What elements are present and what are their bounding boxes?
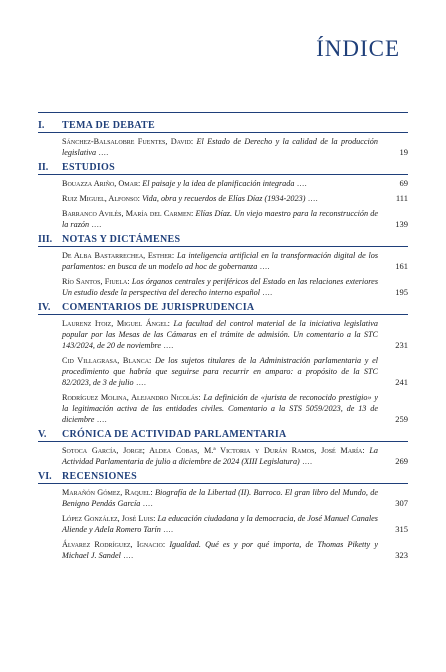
entry-title: La definición de «jurista de reconocido prestigio» y la legitimación activa de las entidades civiles. Comentario a la STS 5059/2023, de 13 de diciembre xyxy=(62,393,378,424)
section-heading xyxy=(38,162,408,175)
page-number: 323 xyxy=(395,550,408,560)
entry-title: Los órganos centrales y periféricos del Estado en las relaciones exteriores Un estudio desde la perspectiva del derecho interno español xyxy=(62,277,378,297)
section-title: ESTUDIOS xyxy=(62,162,115,173)
toc-section xyxy=(38,302,408,425)
entry-title: La Actividad Parlamentaria de julio a diciembre de 2024 (XIII Legislatura) xyxy=(62,446,378,466)
entry-text xyxy=(62,539,378,561)
entry-author: Álvarez Rodríguez, Ignacio: xyxy=(62,540,166,549)
leader-dots: .... xyxy=(94,415,108,424)
entry-title: De los sujetos titulares de la Administración parlamentaria y el procedimiento que habría que seguirse para recurrir en amparo: a propósito de la STC 82/2023, de 3 de julio xyxy=(62,356,378,387)
toc-section xyxy=(38,162,408,230)
entry-author: De Alba Bastarrechea, Esther: xyxy=(62,251,175,260)
leader-dots: .... xyxy=(294,179,308,188)
entry-text xyxy=(62,445,378,467)
entry-text xyxy=(62,178,378,189)
toc-entry[interactable] xyxy=(62,539,408,561)
entry-text xyxy=(62,513,378,535)
entry-author: Cid Villagrasa, Blanca: xyxy=(62,356,152,365)
entry-author: López González, José Luis: xyxy=(62,514,156,523)
page-number: 111 xyxy=(395,193,408,203)
leader-dots: .... xyxy=(120,551,134,560)
section-number: II. xyxy=(38,162,49,173)
leader-dots: .... xyxy=(96,148,109,157)
toc-section xyxy=(38,471,408,561)
page-title: ÍNDICE xyxy=(316,36,400,61)
section-heading xyxy=(38,471,408,484)
section-heading xyxy=(38,120,408,133)
entry-text xyxy=(62,276,378,298)
toc-entry[interactable] xyxy=(62,445,408,467)
toc-section xyxy=(38,429,408,467)
section-title: TEMA DE DEBATE xyxy=(62,120,155,131)
toc-entry[interactable] xyxy=(62,392,408,425)
toc-entry[interactable] xyxy=(62,136,408,158)
toc-entry[interactable] xyxy=(62,318,408,351)
leader-dots: .... xyxy=(305,194,319,203)
entry-author: Rodríguez Molina, Alejandro Nicolás: xyxy=(62,393,201,402)
page-number: 241 xyxy=(395,377,408,387)
page-number: 161 xyxy=(395,261,408,271)
entry-title: Biografía de la Libertad (II). Barroco. El gran libro del Mundo, de Benigno Pendás García xyxy=(62,488,378,508)
entry-text xyxy=(62,487,378,509)
entry-title: La facultad del control material de la iniciativa legislativa popular por las Mesas de las Cámaras en el trámite de admisión. Un comentario a la STC 143/2024, de 20 de noviembre xyxy=(62,319,379,350)
entry-author: Ruiz Miguel, Alfonso: xyxy=(62,194,140,203)
section-title: NOTAS Y DICTÁMENES xyxy=(62,234,181,245)
section-title: RECENSIONES xyxy=(62,471,137,482)
page-number: 195 xyxy=(395,287,408,297)
leader-dots: .... xyxy=(133,378,147,387)
leader-dots: .... xyxy=(161,341,174,350)
entry-author: Laurenz Itoiz, Miguel Ángel: xyxy=(62,319,170,328)
page-number: 69 xyxy=(399,178,408,188)
leader-dots: .... xyxy=(299,457,313,466)
entry-text xyxy=(62,318,378,351)
entry-title: El Estado de Derecho y la calidad de la producción legislativa xyxy=(62,137,378,157)
section-heading xyxy=(38,302,408,315)
section-title: COMENTARIOS DE JURISPRUDENCIA xyxy=(62,302,255,313)
toc-entry[interactable] xyxy=(62,513,408,535)
entry-author: Sotoca García, Jorge; Aldea Cobas, M.ª Victoria y Durán Ramos, José María: xyxy=(62,446,365,455)
page-number: 307 xyxy=(395,498,408,508)
entry-text xyxy=(62,250,378,272)
section-number: VI. xyxy=(38,471,52,482)
table-of-contents xyxy=(38,120,408,565)
leader-dots: .... xyxy=(160,525,174,534)
section-heading xyxy=(38,234,408,247)
page-number: 259 xyxy=(395,414,408,424)
section-heading xyxy=(38,429,408,442)
page-number: 315 xyxy=(395,524,408,534)
leader-dots: .... xyxy=(140,499,154,508)
leader-dots: .... xyxy=(257,262,271,271)
entry-title: Vida, obra y recuerdos de Elías Díaz (1934-2023) xyxy=(142,194,306,203)
entry-title: Elías Díaz. Un viejo maestro para la reconstrucción de la razón xyxy=(62,209,378,229)
toc-entry[interactable] xyxy=(62,250,408,272)
entry-text xyxy=(62,136,378,158)
leader-dots: .... xyxy=(259,288,273,297)
entry-author: Sánchez-Balsalobre Fuentes, David: xyxy=(62,137,194,146)
title-rule xyxy=(38,112,408,113)
toc-entry[interactable] xyxy=(62,208,408,230)
section-number: III. xyxy=(38,234,53,245)
entry-text xyxy=(62,193,378,204)
entry-author: Río Santos, Fiuela: xyxy=(62,277,130,286)
entry-title: La educación ciudadana y la democracia, de José Manuel Canales Aliende y Adela Romero Tarín xyxy=(62,514,378,534)
section-number: V. xyxy=(38,429,47,440)
toc-entry[interactable] xyxy=(62,487,408,509)
entry-text xyxy=(62,355,378,388)
entry-text xyxy=(62,392,378,425)
section-number: I. xyxy=(38,120,45,131)
entry-author: Marañón Gómez, Raquel: xyxy=(62,488,153,497)
leader-dots: .... xyxy=(89,220,102,229)
section-number: IV. xyxy=(38,302,51,313)
entry-title: La inteligencia artificial en la transformación digital de los parlamentos: en busca de un modelo ad hoc de gobernanza xyxy=(62,251,379,271)
entry-title: Igualdad. Qué es y por qué importa, de Thomas Piketty y Michael J. Sandel xyxy=(62,540,379,560)
entry-title: El paisaje y la idea de planificación integrada xyxy=(142,179,295,188)
entry-author: Bouazza Ariño, Omar: xyxy=(62,179,141,188)
page-number: 269 xyxy=(395,456,408,466)
toc-entry[interactable] xyxy=(62,355,408,388)
page-number: 19 xyxy=(399,147,408,157)
toc-entry[interactable] xyxy=(62,193,408,204)
toc-entry[interactable] xyxy=(62,276,408,298)
section-title: CRÓNICA DE ACTIVIDAD PARLAMENTARIA xyxy=(62,429,287,440)
toc-section xyxy=(38,120,408,158)
page-number: 231 xyxy=(395,340,408,350)
entry-author: Barranco Avilés, María del Carmen: xyxy=(62,209,194,218)
entry-text xyxy=(62,208,378,230)
toc-section xyxy=(38,234,408,298)
toc-entry[interactable] xyxy=(62,178,408,189)
page-number: 139 xyxy=(395,219,408,229)
